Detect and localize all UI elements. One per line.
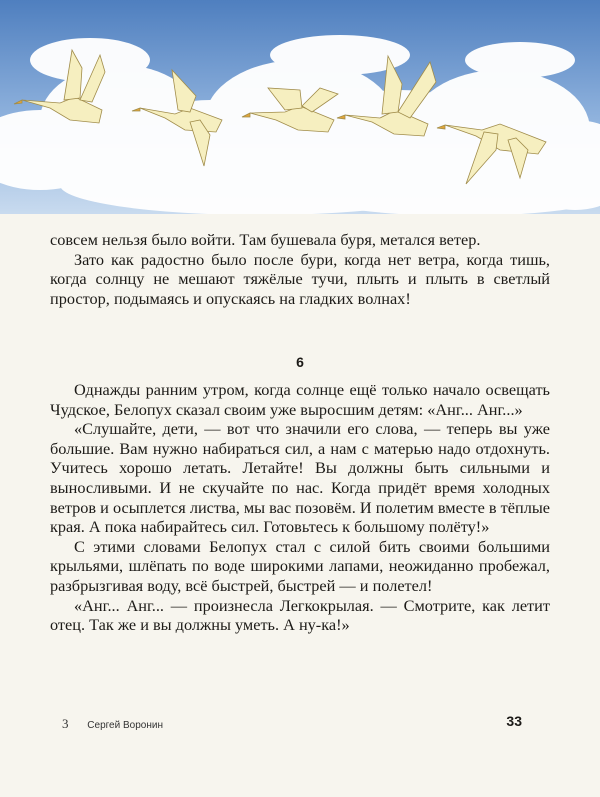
chapter-text [50,380,550,635]
after-storm-paragraph: Зато как радостно было после бури, когда нет ветра, когда тишь, когда солнцу не мешают тяжёлые тучи, плыть и плыть в светлый простор, подымаясь и опускаясь на гладких волнах! [50,249,550,308]
signature-author: Сергей Воронин [87,720,163,731]
page-number: 33 [506,713,522,729]
paragraph-3: С этими словами Белопух стал с силой бить своими большими крыльями, шлёпать по воде широкими лапами, неожиданно пробежал, разбрызгивая воду, всё быстрей, быстрей — и полетел! [50,536,550,595]
paragraph-2: «Слушайте, дети, — вот что значили его слова, — теперь вы уже большие. Вам нужно набираться сил, а нам с матерью надо отдохнуть. Учитесь хорошо летать. Летайте! Вы должны быть сильными и выносливыми. И не скучайте по нас. Когда придёт время холодных ветров и осыплется листва, мы вас позовём. И полетим вместе в тёплые края. А пока набирайтесь сил. Готовьтесь к большому полёту!» [50,419,550,537]
paragraph-4: «Анг... Анг... — произнесла Легкокрылая. — Смотрите, как летит отец. Так же и вы должны уметь. А ну-ка!» [50,595,550,635]
swans-illustration [0,0,600,228]
page-paper-strip [0,214,600,228]
footer-signature [62,716,163,732]
chapter-number: 6 [296,354,304,370]
paragraph-1: Однажды ранним утром, когда солнце ещё только начало освещать Чудское, Белопух сказал своим уже выросшим детям: «Анг... Анг...» [50,380,550,419]
signature-number: 3 [62,716,69,731]
continuation-text [50,230,550,308]
continuation-paragraph: совсем нельзя было войти. Там бушевала буря, метался ветер. [50,230,481,249]
